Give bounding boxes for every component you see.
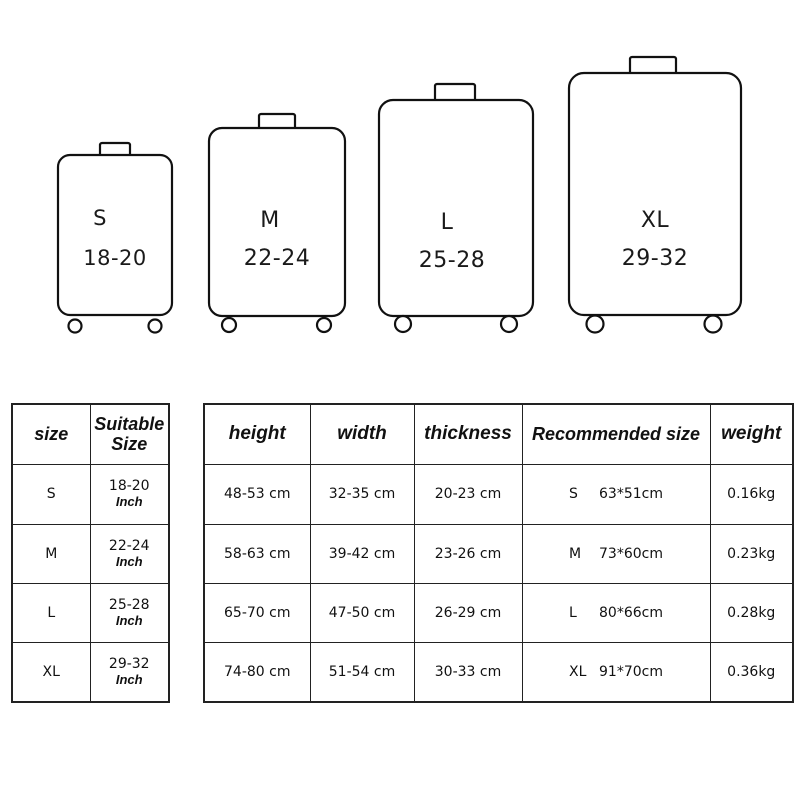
suitcase-xl-outline — [567, 55, 743, 335]
rec-size-letter: M — [569, 545, 582, 562]
suitcase-s — [55, 140, 175, 335]
suitcase-m — [207, 112, 347, 334]
thickness-header: thickness — [414, 404, 522, 464]
inch-unit: Inch — [115, 553, 143, 569]
height-cell: 48-53 cm — [204, 464, 310, 524]
inch-unit: Inch — [115, 671, 143, 687]
table-row — [204, 583, 793, 642]
suitcase-l — [377, 82, 537, 334]
dimension-table-header-row — [204, 404, 793, 464]
suitcase-s-range: 18-20 — [83, 246, 147, 270]
suitable-cell — [90, 464, 169, 524]
suitcase-l-range: 25-28 — [418, 248, 486, 273]
size-table — [11, 403, 170, 703]
thickness-cell: 26-29 cm — [414, 583, 522, 642]
suitcase-m-size: M — [260, 208, 280, 233]
inch-unit: Inch — [115, 612, 143, 628]
weight-cell: 0.16kg — [710, 464, 793, 524]
recommended-size-header: Recommended size — [522, 404, 710, 464]
suitcase-s-outline — [55, 140, 175, 335]
suitable-cell — [90, 583, 169, 642]
table-row — [12, 642, 169, 702]
size-header: size — [12, 404, 90, 464]
height-cell: 65-70 cm — [204, 583, 310, 642]
rec-size-letter: L — [569, 604, 577, 621]
table-row — [12, 464, 169, 524]
suitable-range: 22-24 — [108, 537, 150, 554]
suitable-range: 25-28 — [108, 596, 150, 613]
dimension-table — [203, 403, 794, 703]
height-cell: 58-63 cm — [204, 524, 310, 583]
suitable-size-header-line1: Suitable — [94, 414, 165, 435]
rec-size-dims: 63*51cm — [599, 486, 663, 502]
width-cell: 51-54 cm — [310, 642, 414, 702]
suitable-cell — [90, 524, 169, 583]
suitcase-l-size: L — [440, 210, 454, 235]
suitcase-xl — [567, 55, 743, 335]
width-cell: 32-35 cm — [310, 464, 414, 524]
weight-header: weight — [710, 404, 793, 464]
table-row — [204, 642, 793, 702]
width-cell: 47-50 cm — [310, 583, 414, 642]
suitable-cell — [90, 642, 169, 702]
thickness-cell: 23-26 cm — [414, 524, 522, 583]
weight-cell: 0.36kg — [710, 642, 793, 702]
inch-unit: Inch — [115, 494, 143, 509]
rec-size-dims: 91*70cm — [599, 663, 663, 680]
suitable-size-header — [90, 404, 169, 464]
size-cell: S — [12, 464, 90, 524]
size-table-header-row — [12, 404, 169, 464]
table-row — [12, 583, 169, 642]
recommended-size-cell — [522, 524, 710, 583]
weight-cell: 0.23kg — [710, 524, 793, 583]
width-cell: 39-42 cm — [310, 524, 414, 583]
size-cell: M — [12, 524, 90, 583]
size-cell: L — [12, 583, 90, 642]
recommended-size-cell — [522, 583, 710, 642]
suitcase-xl-range: 29-32 — [621, 246, 689, 271]
suitable-size-header-line2: Size — [111, 434, 148, 455]
suitcase-xl-size: XL — [640, 208, 670, 233]
rec-size-letter: XL — [569, 663, 587, 680]
height-header: height — [204, 404, 310, 464]
suitcase-l-outline — [377, 82, 537, 334]
height-cell: 74-80 cm — [204, 642, 310, 702]
thickness-cell: 20-23 cm — [414, 464, 522, 524]
width-header: width — [310, 404, 414, 464]
table-row — [204, 524, 793, 583]
rec-size-dims: 80*66cm — [599, 604, 663, 621]
rec-size-dims: 73*60cm — [599, 545, 663, 562]
thickness-cell: 30-33 cm — [414, 642, 522, 702]
suitcase-s-size: S — [93, 206, 107, 230]
recommended-size-cell — [522, 642, 710, 702]
rec-size-letter: S — [569, 486, 578, 502]
table-row — [204, 464, 793, 524]
recommended-size-cell — [522, 464, 710, 524]
size-cell: XL — [12, 642, 90, 702]
suitable-range: 18-20 — [108, 478, 150, 494]
weight-cell: 0.28kg — [710, 583, 793, 642]
table-row — [12, 524, 169, 583]
suitable-range: 29-32 — [108, 655, 150, 672]
suitcase-m-range: 22-24 — [243, 246, 311, 271]
